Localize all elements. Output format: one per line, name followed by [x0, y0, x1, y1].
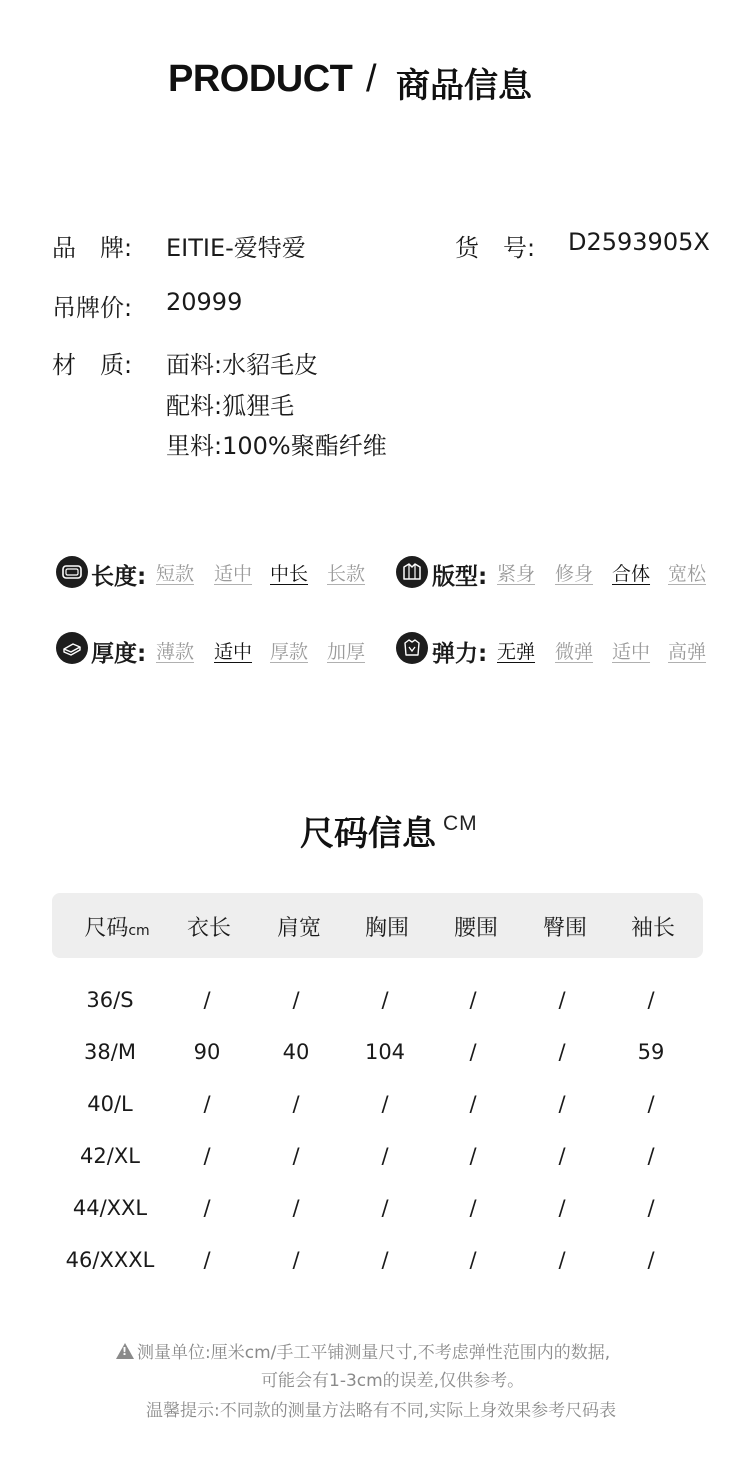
size-table-cell: 104 [364, 1040, 406, 1064]
brand-value: EITIE-爱特爱 [166, 234, 306, 262]
size-table-cell: / [558, 1144, 566, 1168]
size-table-cell: / [647, 988, 655, 1012]
size-table-cell: / [203, 1092, 211, 1116]
size-table-cell: 59 [637, 1040, 665, 1064]
thickness-icon [56, 632, 88, 664]
size-table-cell: 90 [193, 1040, 221, 1064]
size-table-size-cell: 36/S [86, 988, 134, 1012]
fit-option-slim: 修身 [555, 563, 594, 585]
measurement-note: !测量单位:厘米cm/手工平铺测量尺寸,不考虑弹性范围内的数据, [116, 1338, 610, 1363]
size-table-cell: / [381, 1144, 389, 1168]
size-table-size-cell: 42/XL [80, 1144, 140, 1168]
material-lining: 里料:100%聚酯纤维 [166, 432, 387, 460]
size-table-size-cell: 40/L [87, 1092, 133, 1116]
price-value: 20999 [166, 288, 243, 316]
size-table-size-cell: 44/XXL [72, 1196, 148, 1220]
size-table-header-length: 衣长 [186, 916, 232, 941]
length-option-midlong: 中长 [270, 563, 309, 585]
material-label: 材 质: [52, 351, 133, 379]
size-table-cell: / [381, 1092, 389, 1116]
size-table-cell: / [469, 1248, 477, 1272]
fit-option-tight: 紧身 [497, 563, 536, 585]
length-label: 长度: [91, 564, 147, 590]
size-table-cell: / [381, 1248, 389, 1272]
fit-option-loose: 宽松 [668, 563, 707, 585]
size-table-cell: / [203, 1196, 211, 1220]
sku-value: D2593905X [568, 228, 710, 256]
elasticity-option-none: 无弹 [497, 641, 536, 663]
thickness-option-medium: 适中 [214, 641, 253, 663]
length-icon [56, 556, 88, 588]
size-table-cell: / [469, 1092, 477, 1116]
elasticity-icon [396, 632, 428, 664]
size-table-cell: / [647, 1144, 655, 1168]
sku-label: 货 号: [455, 234, 536, 262]
size-table-cell: / [292, 1144, 300, 1168]
title-chinese: 商品信息 [396, 66, 532, 106]
fit-option-regular: 合体 [612, 563, 651, 585]
size-section-unit: CM [443, 812, 478, 835]
fit-icon [396, 556, 428, 588]
length-option-short: 短款 [156, 563, 195, 585]
length-option-long: 长款 [327, 563, 366, 585]
size-table-cell: / [558, 1040, 566, 1064]
size-table-cell: / [469, 1144, 477, 1168]
size-table-cell: / [203, 1248, 211, 1272]
measurement-note-continued: 可能会有1-3cm的误差,仅供参考。 [261, 1371, 525, 1391]
size-table-header-hip: 臀围 [542, 916, 588, 941]
size-table-cell: / [469, 1196, 477, 1220]
size-table-header-sleeve: 袖长 [630, 916, 676, 941]
size-table-cell: / [647, 1248, 655, 1272]
size-table-header-shoulder: 肩宽 [276, 916, 322, 941]
size-table-size-cell: 38/M [84, 1040, 136, 1064]
size-table-cell: / [381, 988, 389, 1012]
size-table-cell: 40 [282, 1040, 310, 1064]
size-table-cell: / [292, 1196, 300, 1220]
title-separator: / [366, 58, 377, 100]
size-section-title: 尺码信息 [300, 814, 436, 854]
price-label: 吊牌价: [52, 294, 133, 322]
size-table-cell: / [292, 1092, 300, 1116]
elasticity-option-medium: 适中 [612, 641, 651, 663]
size-table-cell: / [558, 1196, 566, 1220]
warning-icon [116, 1343, 134, 1359]
size-table-cell: / [558, 1092, 566, 1116]
size-table-header-size: 尺码cm [84, 916, 150, 941]
size-table-size-cell: 46/XXXL [65, 1248, 155, 1272]
size-table-cell: / [558, 1248, 566, 1272]
size-table-cell: / [558, 988, 566, 1012]
size-table-cell: / [469, 988, 477, 1012]
tip-note: 温馨提示:不同款的测量方法略有不同,实际上身效果参考尺码表 [146, 1401, 617, 1421]
size-table-cell: / [381, 1196, 389, 1220]
size-table-cell: / [292, 988, 300, 1012]
thickness-option-thin: 薄款 [156, 641, 195, 663]
size-table-cell: / [203, 988, 211, 1012]
size-table-cell: / [647, 1092, 655, 1116]
size-table-cell: / [647, 1196, 655, 1220]
title-english: PRODUCT [168, 58, 353, 100]
length-option-medium: 适中 [214, 563, 253, 585]
thickness-label: 厚度: [91, 641, 147, 667]
fit-label: 版型: [432, 564, 488, 590]
elasticity-option-slight: 微弹 [555, 641, 594, 663]
thickness-option-extra-thick: 加厚 [327, 641, 366, 663]
size-table-cell: / [203, 1144, 211, 1168]
material-fabric: 面料:水貂毛皮 [166, 351, 319, 379]
thickness-option-thick: 厚款 [270, 641, 309, 663]
size-table-header-chest: 胸围 [364, 916, 410, 941]
size-table-header-waist: 腰围 [453, 916, 499, 941]
elasticity-label: 弹力: [432, 641, 488, 667]
size-table-cell: / [469, 1040, 477, 1064]
material-trim: 配料:狐狸毛 [166, 392, 295, 420]
brand-label: 品 牌: [52, 234, 133, 262]
elasticity-option-high: 高弹 [668, 641, 707, 663]
size-table-cell: / [292, 1248, 300, 1272]
